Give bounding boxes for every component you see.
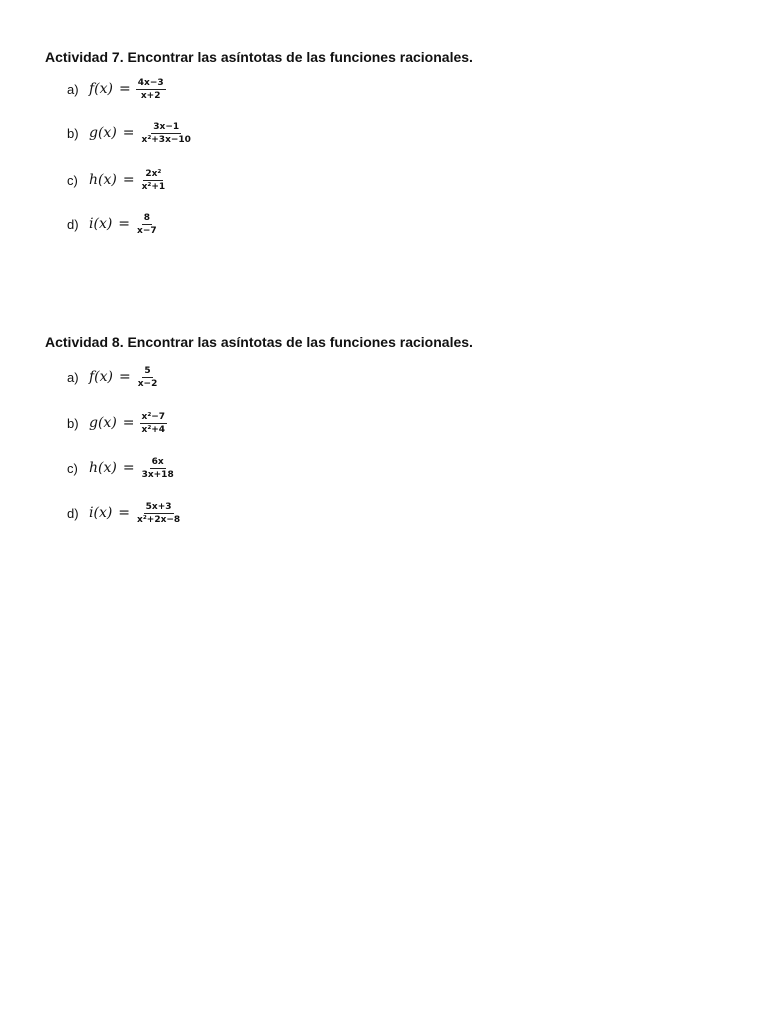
denominator: x²+3x−10 bbox=[141, 134, 191, 145]
function-expression bbox=[89, 412, 167, 435]
denominator: x²+1 bbox=[141, 181, 166, 192]
denominator: x²+2x−8 bbox=[137, 514, 181, 525]
fraction bbox=[140, 169, 168, 192]
function-name: i(x) bbox=[89, 216, 113, 232]
equals-sign: = bbox=[118, 505, 131, 521]
function-expression bbox=[89, 502, 182, 525]
item-label: c) bbox=[67, 460, 78, 476]
denominator: x−2 bbox=[137, 378, 158, 389]
fraction bbox=[140, 412, 168, 435]
function-name: f(x) bbox=[89, 81, 114, 97]
activity-7-item-b bbox=[67, 118, 193, 148]
item-label: d) bbox=[67, 505, 79, 521]
item-label: d) bbox=[67, 216, 79, 232]
activity-7-heading: Actividad 7. Encontrar las asíntotas de las funciones racionales. bbox=[45, 49, 473, 65]
item-label: b) bbox=[67, 125, 79, 141]
denominator: x+2 bbox=[140, 90, 161, 101]
fraction bbox=[135, 213, 159, 236]
function-name: f(x) bbox=[89, 369, 114, 385]
item-label: a) bbox=[67, 81, 79, 97]
numerator: x²−7 bbox=[141, 411, 166, 422]
numerator: 2x² bbox=[145, 168, 162, 179]
fraction bbox=[140, 122, 193, 145]
numerator: 5x+3 bbox=[145, 501, 172, 512]
activity-8-item-b bbox=[67, 408, 167, 438]
fraction bbox=[135, 502, 182, 525]
activity-8-item-a bbox=[67, 362, 159, 392]
equals-sign: = bbox=[118, 216, 131, 232]
equals-sign: = bbox=[119, 369, 131, 385]
fraction bbox=[136, 78, 166, 101]
activity-8-heading: Actividad 8. Encontrar las asíntotas de las funciones racionales. bbox=[45, 334, 473, 350]
function-expression bbox=[89, 78, 166, 101]
fraction bbox=[136, 366, 160, 389]
equals-sign: = bbox=[122, 415, 135, 431]
numerator: 3x−1 bbox=[153, 121, 180, 132]
function-expression bbox=[89, 213, 159, 236]
denominator: 3x+18 bbox=[141, 469, 174, 480]
function-name: i(x) bbox=[89, 505, 113, 521]
numerator: 8 bbox=[143, 212, 150, 223]
activity-8-section bbox=[45, 333, 473, 525]
numerator: 5 bbox=[144, 365, 151, 376]
denominator: x−7 bbox=[137, 225, 157, 236]
function-expression bbox=[89, 457, 176, 480]
function-name: g(x) bbox=[89, 125, 117, 141]
function-name: g(x) bbox=[89, 415, 117, 431]
function-name: h(x) bbox=[89, 172, 117, 188]
function-expression bbox=[89, 169, 167, 192]
numerator: 4x−3 bbox=[137, 77, 164, 88]
fraction bbox=[140, 457, 176, 480]
equals-sign: = bbox=[122, 460, 135, 476]
equals-sign: = bbox=[122, 125, 135, 141]
equals-sign: = bbox=[119, 81, 131, 97]
activity-8-item-d bbox=[67, 498, 182, 528]
function-expression bbox=[89, 366, 159, 389]
numerator: 6x bbox=[151, 456, 164, 467]
activity-7-section bbox=[45, 48, 473, 236]
equals-sign: = bbox=[122, 172, 135, 188]
denominator: x²+4 bbox=[141, 424, 166, 435]
item-label: a) bbox=[67, 369, 79, 385]
item-label: b) bbox=[67, 415, 79, 431]
function-expression bbox=[89, 122, 193, 145]
activity-7-item-d bbox=[67, 209, 159, 239]
activity-7-item-c bbox=[67, 165, 167, 195]
activity-7-item-a bbox=[67, 74, 166, 104]
activity-8-item-c bbox=[67, 453, 176, 483]
function-name: h(x) bbox=[89, 460, 117, 476]
item-label: c) bbox=[67, 172, 78, 188]
